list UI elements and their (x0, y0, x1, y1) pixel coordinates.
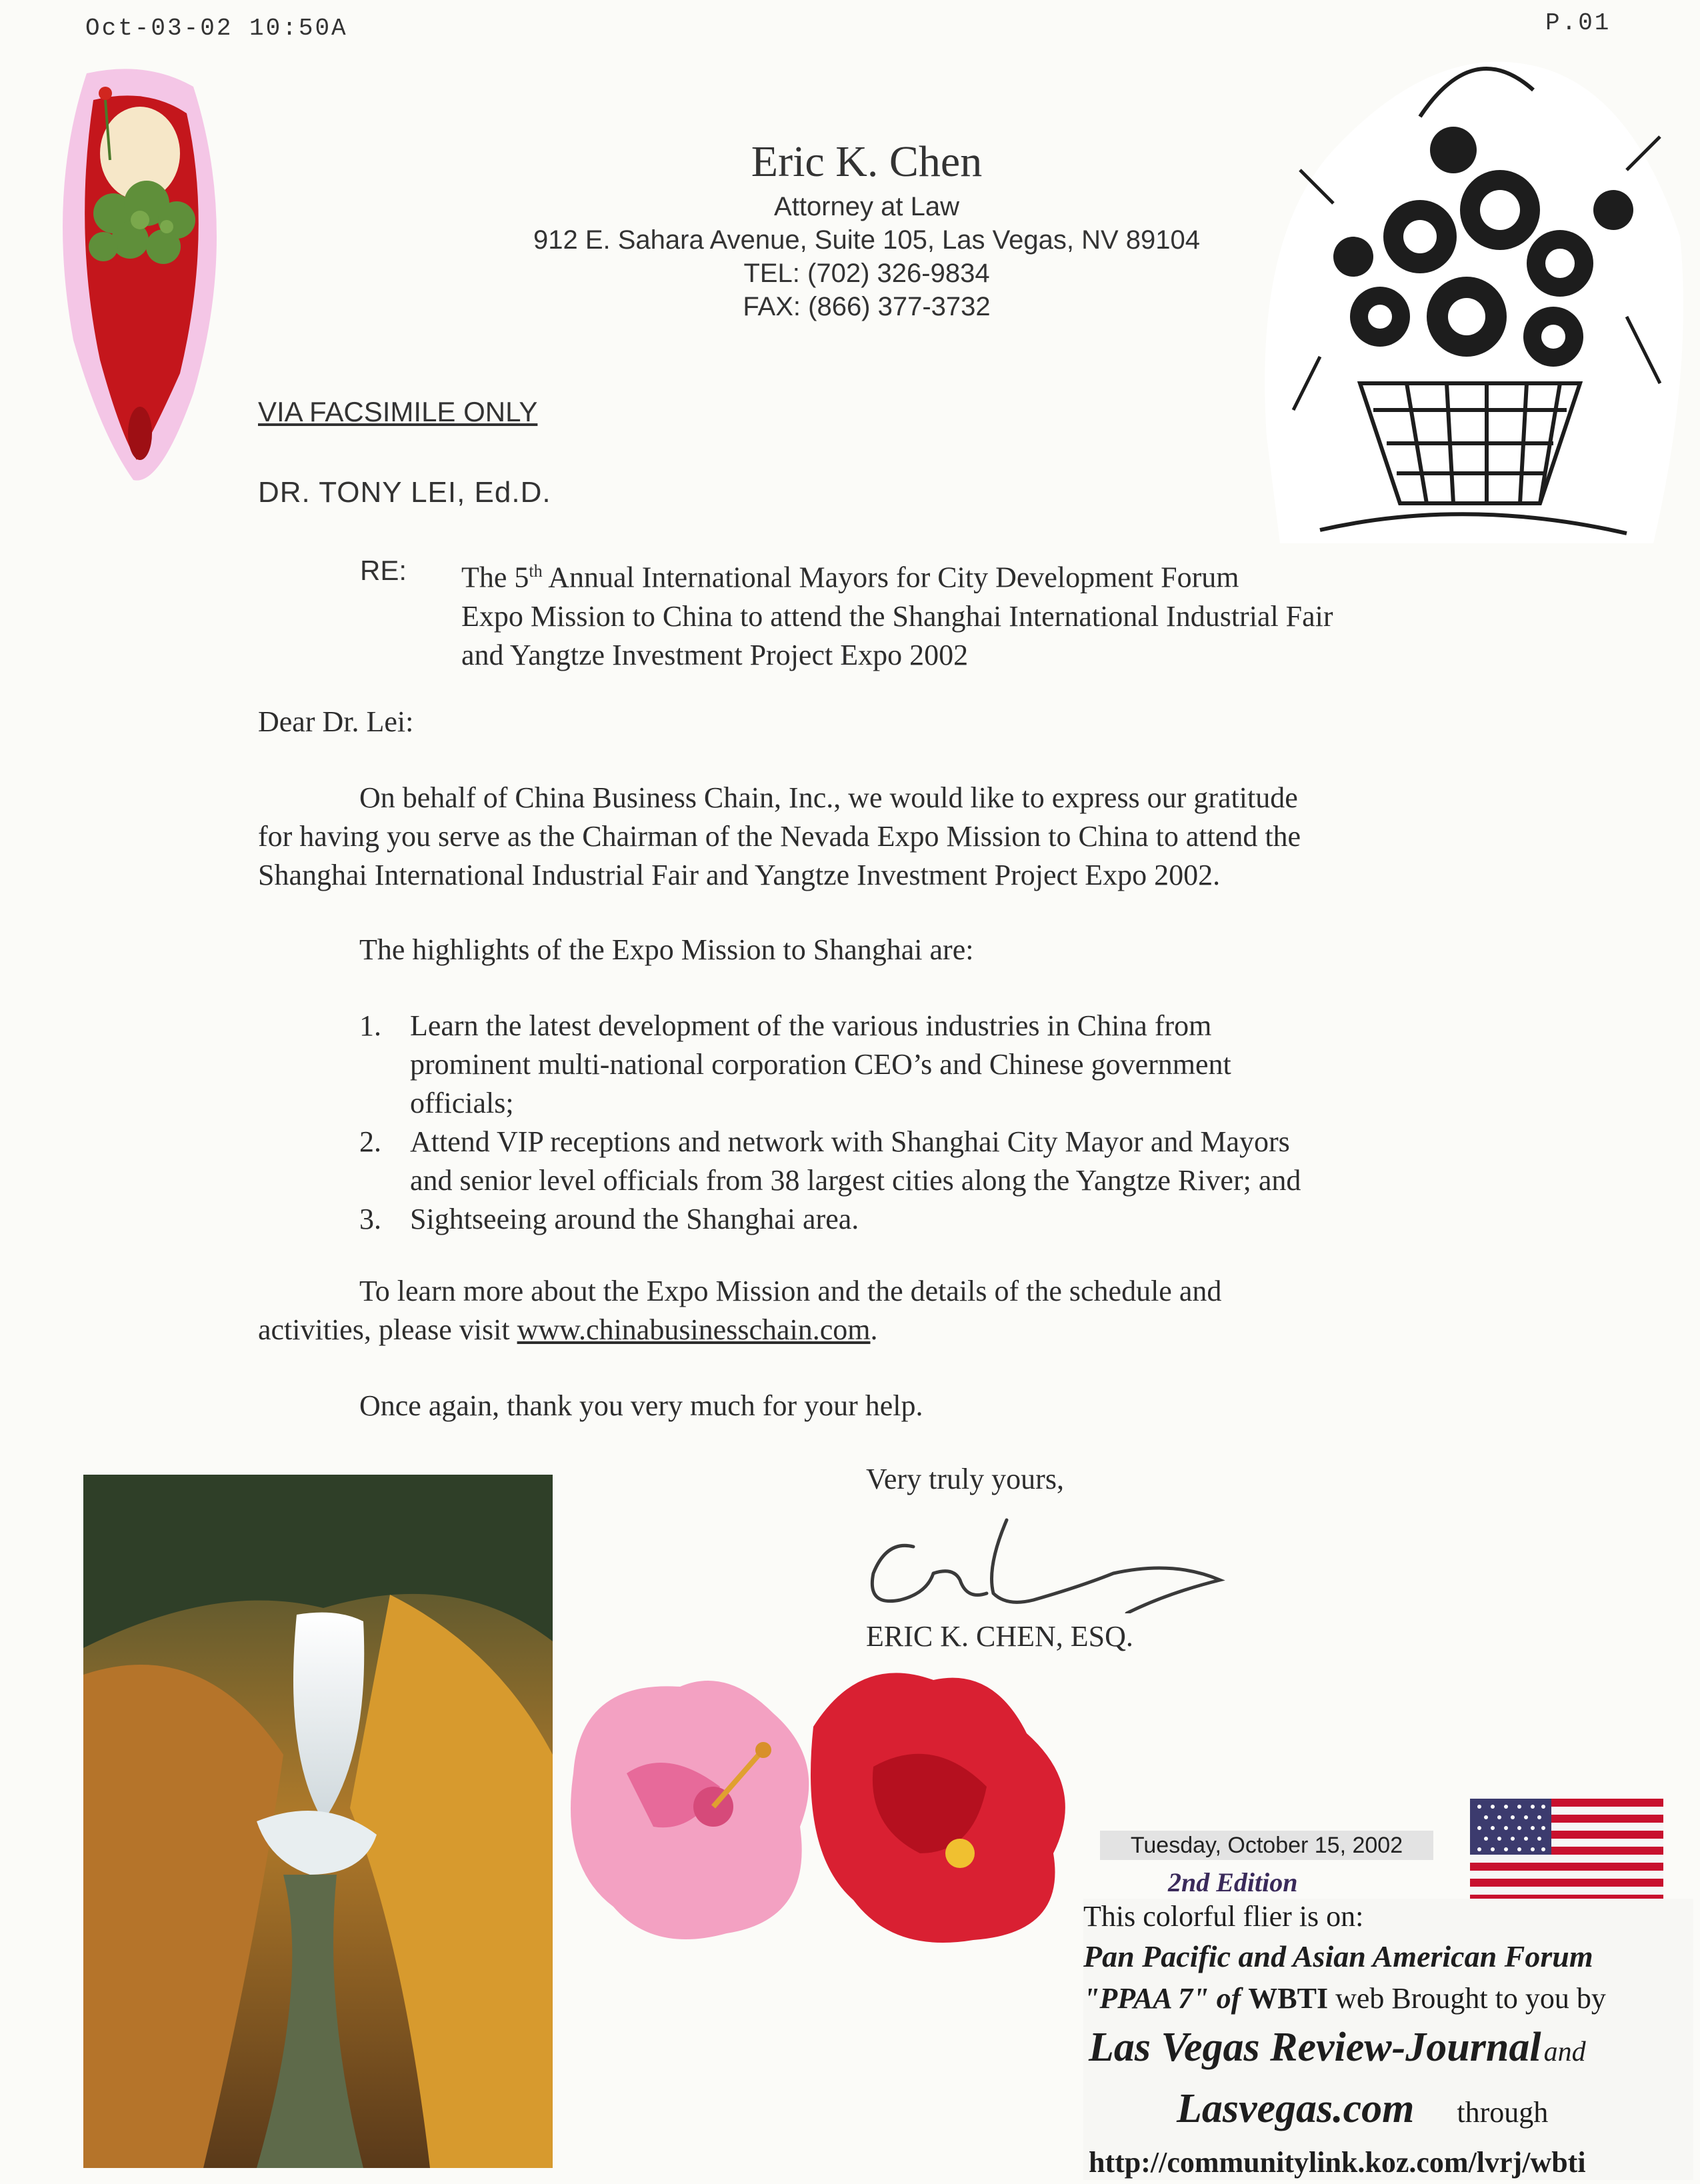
delivery-method: VIA FACSIMILE ONLY (258, 396, 538, 427)
re-subject (461, 552, 1333, 675)
website-link[interactable]: www.chinabusinesschain.com (517, 1313, 871, 1346)
paragraph-1-line-3: Shanghai International Industrial Fair and Yangtze Investment Project Expo 2002. (258, 859, 1221, 891)
list-item-line: Attend VIP receptions and network with Shanghai City Mayor and Mayors (410, 1125, 1290, 1158)
flier-line-1: This colorful flier is on: (1083, 1900, 1364, 1933)
re-line-2: Expo Mission to China to attend the Shanghai International Industrial Fair (461, 599, 1333, 633)
re-line-3: and Yangtze Investment Project Expo 2002 (461, 638, 969, 671)
paragraph-learn-more (258, 1272, 1525, 1349)
fax-page-number: P.01 (1545, 9, 1611, 37)
flier-url-link[interactable]: http://communitylink.koz.com/lvrj/wbti (1089, 2146, 1586, 2179)
attorney-tel: TEL: (702) 326-9834 (743, 259, 990, 288)
fax-datetime: Oct-03-02 10:50A (85, 15, 348, 42)
paragraph-2-suffix: . (870, 1313, 878, 1346)
hibiscus-flowers-image (560, 1653, 1087, 1953)
list-item (359, 1123, 1526, 1200)
flier-wbti: WBTI (1248, 1982, 1329, 2015)
flower-basket-illustration (1253, 37, 1693, 543)
list-item-line: Sightseeing around the Shanghai area. (410, 1203, 859, 1235)
us-flag-icon (1470, 1799, 1663, 1903)
flier-through: through (1457, 2096, 1549, 2129)
flier-ppaa: "PPAA 7" of (1083, 1982, 1241, 2015)
list-item (359, 1200, 1526, 1239)
flier-line-5 (1083, 2087, 1693, 2141)
flier-line-2: Pan Pacific and Asian American Forum (1083, 1939, 1593, 1973)
list-item-number: 2. (359, 1125, 381, 1158)
list-item-line: Learn the latest development of the various industries in China from (410, 1009, 1212, 1042)
highlights-list (359, 1007, 1526, 1239)
highlights-intro: The highlights of the Expo Mission to Shanghai are: (359, 933, 974, 966)
closing-phrase: Very truly yours, (866, 1463, 1064, 1495)
list-item-line: and senior level officials from 38 largest cities along the Yangtze River; and (410, 1164, 1301, 1197)
re-label: RE: (360, 555, 407, 586)
list-item-number: 1. (359, 1009, 381, 1042)
closing-thanks: Once again, thank you very much for your help. (359, 1389, 923, 1422)
flier-and: and (1543, 2037, 1586, 2067)
signer-name: ERIC K. CHEN, ESQ. (866, 1620, 1133, 1653)
flier-lvrj: Las Vegas Review-Journal (1089, 2025, 1541, 2070)
flier-line-3 (1083, 1979, 1693, 2019)
salutation: Dear Dr. Lei: (258, 705, 414, 738)
signature (860, 1500, 1233, 1613)
paragraph-2-line-1: To learn more about the Expo Mission and the details of the schedule and (359, 1275, 1222, 1307)
re-line-1: The 5th Annual International Mayors for City Development Forum (461, 561, 1239, 594)
date-banner (1100, 1831, 1433, 1860)
list-item-number: 3. (359, 1203, 381, 1235)
red-shoe-plant-image (47, 60, 233, 487)
flier-date: Tuesday, October 15, 2002 (1130, 1833, 1403, 1858)
paragraph-gratitude (258, 779, 1538, 895)
recipient-name: DR. TONY LEI, Ed.D. (258, 476, 551, 509)
paragraph-2-line-2 (258, 1311, 1525, 1349)
attorney-title: Attorney at Law (774, 192, 959, 221)
list-item (359, 1007, 1526, 1123)
list-item-line: prominent multi-national corporation CEO’s and Chinese government (410, 1048, 1231, 1081)
edition-handwritten: 2nd Edition (1168, 1867, 1298, 1897)
flier-lasvegas-com: Lasvegas.com (1177, 2086, 1415, 2131)
paragraph-1-line-1: On behalf of China Business Chain, Inc., we would like to express our gratitude (359, 781, 1298, 814)
flier-notice (1083, 1899, 1693, 2180)
attorney-fax: FAX: (866) 377-3732 (743, 292, 991, 321)
list-item-line: officials; (410, 1087, 514, 1119)
waterfall-image (83, 1475, 553, 2168)
flier-brought: web Brought to you by (1335, 1982, 1606, 2015)
flier-line-4 (1083, 2019, 1693, 2087)
paragraph-2-prefix: activities, please visit (258, 1313, 517, 1346)
attorney-name: Eric K. Chen (751, 137, 983, 186)
letterhead (400, 137, 1333, 323)
attorney-address: 912 E. Sahara Avenue, Suite 105, Las Vegas, NV 89104 (533, 225, 1201, 255)
paragraph-1-line-2: for having you serve as the Chairman of the Nevada Expo Mission to China to attend the (258, 820, 1301, 853)
